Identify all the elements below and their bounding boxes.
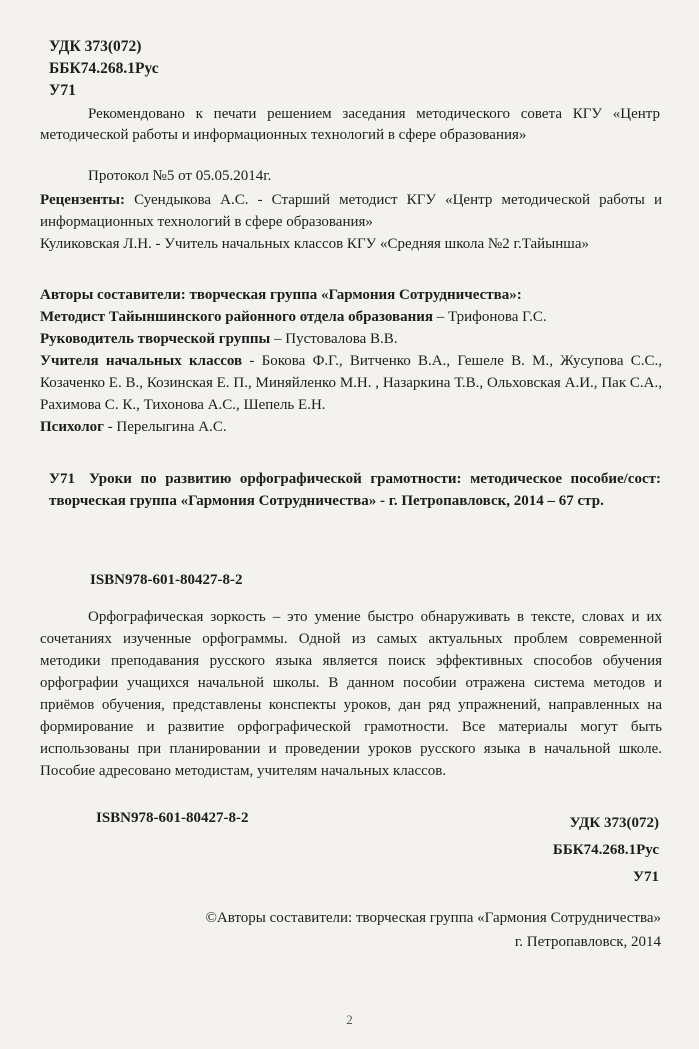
isbn-bottom: ISBN978-601-80427-8-2 <box>96 810 249 826</box>
bib-text: Уроки по развитию орфографической грамотности: методическое пособие/сост: творческая группа «Гармония Сотрудничества» - г. Петропавловск, 2014 – 67 стр. <box>49 471 661 509</box>
leader-name: – Пустовалова В.В. <box>270 331 398 347</box>
recommendation-block <box>40 104 660 146</box>
psychologist-name: - Перелыгина А.С. <box>103 419 227 435</box>
recommendation-text: Рекомендовано к печати решением заседания методического совета КГУ «Центр методической работы и информационных технологий в сфере образования» <box>40 106 660 143</box>
classification-codes-bottom <box>553 810 659 891</box>
teachers-label: Учителя начальных классов <box>40 353 243 369</box>
copyright-block <box>206 906 662 954</box>
page-number: 2 <box>346 1012 353 1027</box>
udk-code: УДК 373(072) <box>49 38 142 55</box>
reviewer-1-text: Суендыкова А.С. - Старший методист КГУ «Центр методической работы и информационных технологий в сфере образования» <box>40 192 662 230</box>
bbk-code-bottom: ББК74.268.1Рус <box>552 842 659 858</box>
bibliographic-entry <box>49 468 661 512</box>
copyright-line-1: ©Авторы составители: творческая группа «Гармония Сотрудничества» <box>205 910 661 926</box>
bbk-code: ББК74.268.1Рус <box>49 60 159 77</box>
teachers-line <box>40 350 662 416</box>
methodist-label: Методист Тайыншинского районного отдела образования <box>40 309 433 325</box>
protocol-line: Протокол №5 от 05.05.2014г. <box>88 168 272 184</box>
leader-line <box>40 328 662 350</box>
reviewer-2: Куликовская Л.Н. - Учитель начальных классов КГУ «Средняя школа №2 г.Тайынша» <box>40 236 589 252</box>
methodist-name: – Трифонова Г.С. <box>432 309 547 325</box>
reviewer-1 <box>40 189 662 233</box>
author-mark-bottom: У71 <box>632 869 659 885</box>
authors-block <box>40 284 662 438</box>
psychologist-line <box>40 416 662 438</box>
classification-codes <box>49 36 159 102</box>
reviewers-label: Рецензенты: <box>40 192 125 208</box>
bib-mark: У71 <box>49 471 76 487</box>
author-mark: У71 <box>49 82 76 99</box>
methodist-line <box>40 306 662 328</box>
teachers-names: - Бокова Ф.Г., Витченко В.А., Гешеле В. М., Жусупова С.С., Козаченко Е. В., Козинская Е. П., Миняйленко М.Н. , Назаркина Т.В., Ольховская А.И., Пак С.А., Рахимова С. К., Тихонова А.С., Шепель Е.Н. <box>40 353 662 413</box>
leader-label: Руководитель творческой группы <box>40 331 271 347</box>
abstract-block <box>40 606 662 782</box>
authors-heading: Авторы составители: творческая группа «Гармония Сотрудничества»: <box>40 287 522 303</box>
abstract-text: Орфографическая зоркость – это умение быстро обнаруживать в тексте, словах и их сочетаниях изученные орфограммы. Одной из самых актуальных проблем современной методики преподавания русского языка является поиск эффективных способов обучения орфографии учащихся начальной школы. В данном пособии отражена система методов и приёмов обучения, представлены конспекты уроков, дан ряд упражнений, направленных на формирование и развитие орфографической грамотности. Все материалы могут быть использованы при планировании и проведении уроков русского языка в начальной школе. Пособие адресовано методистам, учителям начальных классов. <box>40 609 662 779</box>
udk-code-bottom: УДК 373(072) <box>569 815 659 831</box>
copyright-line-2: г. Петропавловск, 2014 <box>514 934 661 950</box>
reviewers-block <box>40 189 662 255</box>
psychologist-label: Психолог <box>40 419 104 435</box>
isbn-top: ISBN978-601-80427-8-2 <box>90 572 243 588</box>
